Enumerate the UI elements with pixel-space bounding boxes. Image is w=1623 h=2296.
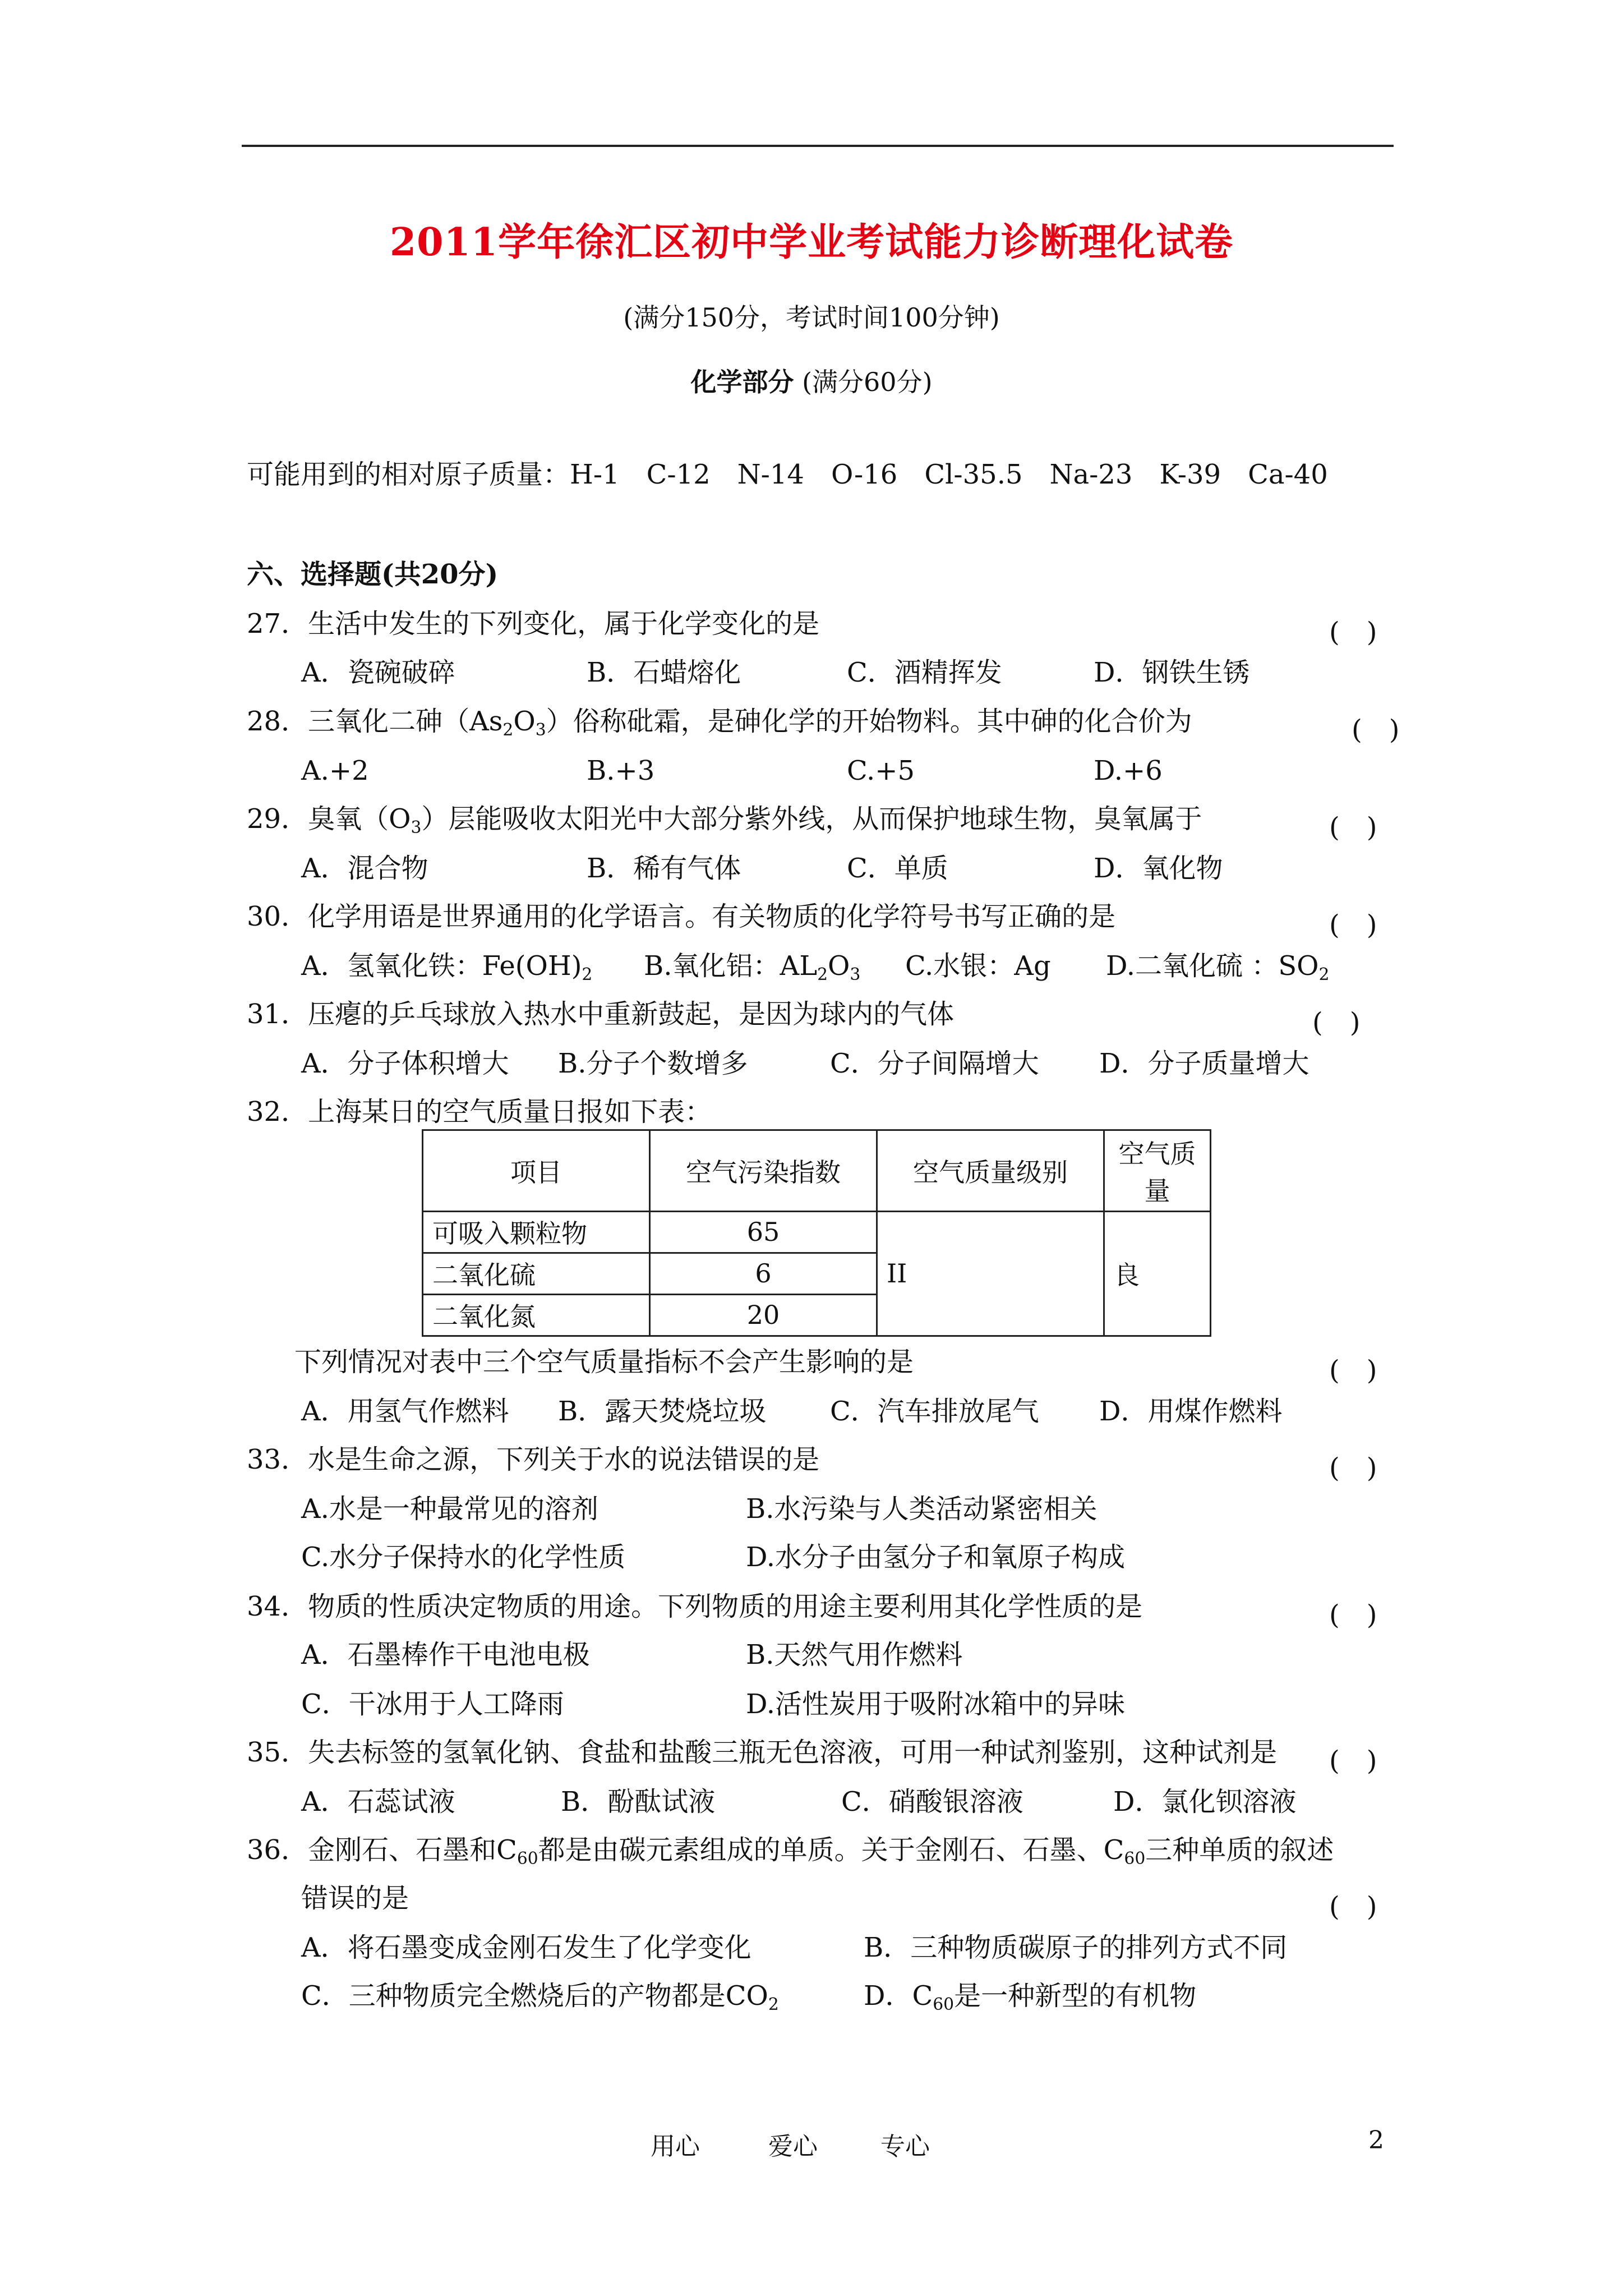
q36-option-a: A．将石墨变成金刚石发生了化学变化 xyxy=(301,1932,751,1963)
table-header: 空气污染指数 xyxy=(650,1130,877,1212)
table-cell: 65 xyxy=(650,1211,877,1253)
q29-option-a: A．混合物 xyxy=(301,853,428,884)
question-32: 32．上海某日的空气质量日报如下表： xyxy=(247,1096,712,1128)
question-31: 31．压瘪的乒乓球放入热水中重新鼓起，是因为球内的气体 xyxy=(247,999,955,1030)
q29-option-d: D．氧化物 xyxy=(1094,853,1223,884)
table-cell: 二氧化硫 xyxy=(423,1253,650,1294)
part-title: 化学部分 xyxy=(690,367,794,397)
table-cell: 二氧化氮 xyxy=(423,1294,650,1336)
answer-paren-33: ( ) xyxy=(1329,1452,1377,1484)
question-34: 34．物质的性质决定物质的用途。下列物质的用途主要利用其化学性质的是 xyxy=(247,1591,1143,1622)
q31-option-b: B.分子个数增多 xyxy=(558,1048,748,1079)
table-cell: 6 xyxy=(650,1253,877,1294)
question-33: 33．水是生命之源，下列关于水的说法错误的是 xyxy=(247,1444,820,1475)
table-header-row xyxy=(423,1130,1211,1212)
question-29: 29．臭氧$(O_3)$层能吸收太阳光中大部分紫外线，从而保护地球生物，臭氧属于 xyxy=(247,803,1202,838)
table-cell: 可吸入颗粒物 xyxy=(423,1211,650,1253)
question-27: 27．生活中发生的下列变化，属于化学变化的是 xyxy=(247,608,820,639)
header-rule xyxy=(242,145,1394,147)
q35-option-a: A．石蕊试液 xyxy=(301,1786,455,1818)
footer-motto-1: 用心 xyxy=(651,2132,700,2161)
question-36-line2: 错误的是 xyxy=(301,1883,409,1914)
q31-option-d: D．分子质量增大 xyxy=(1099,1048,1310,1079)
q33-option-a: A.水是一种最常见的溶剂 xyxy=(301,1493,598,1525)
question-35: 35．失去标签的氢氧化钠、食盐和盐酸三瓶无色溶液，可用一种试剂鉴别，这种试剂是 xyxy=(247,1737,1278,1768)
quality-cell: 良 xyxy=(1104,1211,1211,1336)
footer-motto-2: 爱心 xyxy=(768,2132,818,2161)
q30-option-c: C.水银：Ag xyxy=(905,950,1051,982)
q32-follow-up: 下列情况对表中三个空气质量指标不会产生影响的是 xyxy=(294,1346,914,1378)
q29-option-b: B．稀有气体 xyxy=(587,853,741,884)
q32-option-a: A．用氢气作燃料 xyxy=(301,1396,509,1427)
q35-option-d: D．氯化钡溶液 xyxy=(1113,1786,1297,1818)
answer-paren-36: ( ) xyxy=(1329,1891,1377,1922)
q29-option-c: C．单质 xyxy=(847,853,948,884)
q31-option-c: C．分子间隔增大 xyxy=(830,1048,1039,1079)
q32-option-b: B．露天焚烧垃圾 xyxy=(558,1396,767,1427)
q28-option-c: C.+5 xyxy=(847,755,915,786)
q27-option-d: D．钢铁生锈 xyxy=(1094,657,1250,688)
q35-option-c: C．硝酸银溶液 xyxy=(841,1786,1023,1818)
section-heading: 六、选择题(共20分) xyxy=(247,559,499,590)
footer-motto-3: 专心 xyxy=(880,2132,930,2161)
answer-paren-30: ( ) xyxy=(1329,909,1377,941)
answer-paren-35: ( ) xyxy=(1329,1745,1377,1777)
q36-option-c: C．三种物质完全燃烧后的产物都是$CO_2$ xyxy=(301,1980,779,2014)
page-number: 2 xyxy=(1368,2126,1384,2155)
table-row xyxy=(423,1211,1211,1253)
q30-option-b: B.氧化铝：$AL_2O_3$ xyxy=(644,950,861,984)
q34-option-b: B.天然气用作燃料 xyxy=(746,1639,963,1671)
q33-option-c: C.水分子保持水的化学性质 xyxy=(301,1542,626,1573)
q34-option-c: C．干冰用于人工降雨 xyxy=(301,1688,564,1720)
part-heading xyxy=(0,362,1623,399)
q36-option-b: B．三种物质碳原子的排列方式不同 xyxy=(864,1932,1288,1963)
table-cell: 20 xyxy=(650,1294,877,1336)
atomic-masses: 可能用到的相对原子质量：H-1 C-12 N-14 O-16 Cl-35.5 Na-23 K-39 Ca-40 xyxy=(247,459,1328,490)
q33-option-d: D.水分子由氢分子和氧原子构成 xyxy=(746,1542,1126,1573)
answer-paren-31: ( ) xyxy=(1312,1007,1361,1038)
answer-paren-32: ( ) xyxy=(1329,1355,1377,1386)
q36-option-d: D．$C_{60}$是一种新型的有机物 xyxy=(864,1980,1197,2014)
table-header: 项目 xyxy=(423,1130,650,1212)
q34-option-d: D.活性炭用于吸附冰箱中的异味 xyxy=(746,1688,1126,1720)
q28-option-d: D.+6 xyxy=(1094,755,1163,786)
q34-option-a: A．石墨棒作干电池电极 xyxy=(301,1639,590,1671)
part-score: (满分60分) xyxy=(802,367,933,397)
q30-option-a: A．氢氧化铁：$Fe(OH)_2$ xyxy=(301,950,593,984)
q28-option-b: B.+3 xyxy=(587,755,655,786)
air-quality-table xyxy=(422,1129,1211,1337)
answer-paren-34: ( ) xyxy=(1329,1599,1377,1631)
q27-option-b: B．石蜡熔化 xyxy=(587,657,741,688)
question-28: 28．三氧化二砷$(As_2O_3)$俗称砒霜，是砷化学的开始物料。其中砷的化合价为 xyxy=(247,706,1192,740)
q32-option-d: D．用煤作燃料 xyxy=(1099,1396,1283,1427)
q32-option-c: C．汽车排放尾气 xyxy=(830,1396,1039,1427)
q27-option-c: C．酒精挥发 xyxy=(847,657,1002,688)
exam-title: 2011学年徐汇区初中学业考试能力诊断理化试卷 xyxy=(389,220,1234,265)
q31-option-a: A．分子体积增大 xyxy=(301,1048,509,1079)
q27-option-a: A．瓷碗破碎 xyxy=(301,657,455,688)
answer-paren-29: ( ) xyxy=(1329,812,1377,843)
answer-paren-28: ( ) xyxy=(1352,714,1400,746)
table-header: 空气质量级别 xyxy=(877,1130,1104,1212)
question-30: 30．化学用语是世界通用的化学语言。有关物质的化学符号书写正确的是 xyxy=(247,901,1116,932)
table-header: 空气质量 xyxy=(1104,1130,1211,1212)
exam-subtitle: (满分150分，考试时间100分钟) xyxy=(623,302,1000,333)
q30-option-d: D.二氧化硫 ：$SO_2$ xyxy=(1106,950,1330,984)
q33-option-b: B.水污染与人类活动紧密相关 xyxy=(746,1493,1098,1525)
q35-option-b: B．酚酞试液 xyxy=(561,1786,716,1818)
q28-option-a: A.+2 xyxy=(301,755,369,786)
question-36: 36．金刚石、石墨和$C_{60}$都是由碳元素组成的单质。关于金刚石、石墨、$C_{60}$三种单质的叙述 xyxy=(247,1834,1334,1869)
level-cell: II xyxy=(877,1211,1104,1336)
answer-paren-27: ( ) xyxy=(1329,616,1377,648)
